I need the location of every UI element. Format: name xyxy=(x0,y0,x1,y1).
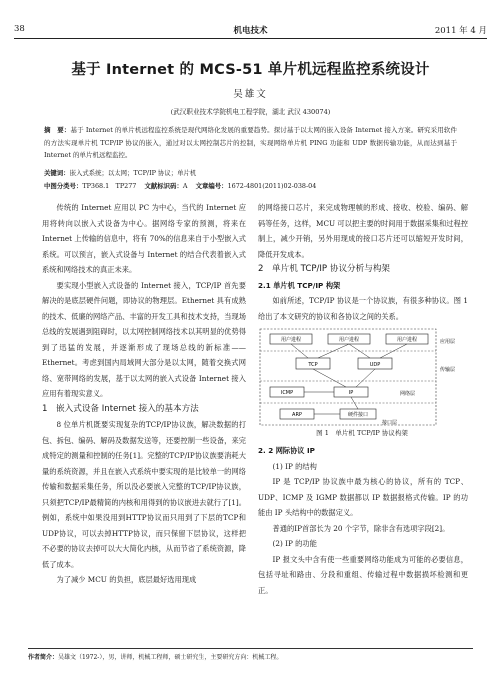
article-title: 基于 Internet 的 MCS-51 单片机远程监控系统设计 xyxy=(71,62,430,78)
layer-label: 应用层 xyxy=(440,339,456,345)
abstract-text: 基于 Internet 的单片机远程监控系统是现代网络化发展的重要趋势。探讨基于以太网的嵌入设备 Internet 接入方案。研究采用软件的方法实现单片机 TCP/IP 协议的嵌入，通过对以太网控制芯片的控制，实现网络单片机 PING 功能和 UDP 数据传输功能，从而达到基于 Internet 的单片机远程监控。 xyxy=(44,126,457,159)
right-column xyxy=(258,200,468,598)
journal-name: 机电技术 xyxy=(233,26,268,36)
user-process-label: 用户进程 xyxy=(280,337,302,343)
protocol-diagram xyxy=(256,327,468,427)
user-process-label: 用户进程 xyxy=(396,337,418,343)
classification-line xyxy=(44,181,457,190)
protocol-figure xyxy=(256,327,468,437)
keywords-label: 关键词： xyxy=(44,169,70,177)
clc-label: 中图分类号： xyxy=(44,182,83,190)
sub-subheading: (2) IP 的功能 xyxy=(272,539,317,548)
paragraph: 如前所述，TCP/IP 协议是一个协议族，有很多种协议。图 1 给出了本文研究的协议和各协议之间的关系。 xyxy=(258,296,468,321)
sub-subheading: (1) IP 的结构 xyxy=(272,461,317,471)
paragraph: 为了减少 MCU 的负担，底层最好选用现成 xyxy=(56,575,197,584)
footnote-label: 作者简介： xyxy=(28,654,59,661)
arp-label: ARP xyxy=(292,412,302,418)
running-header xyxy=(14,24,487,39)
issue-date: 2011 年 4 月 xyxy=(434,26,487,36)
paragraph: 传统的 Internet 应用以 PC 为中心，当代的 Internet 应用将转向以嵌入式设备为中心。据网络专家的预测，将来在 Internet 上传输的信息中，将有 70%的信息来自于小型嵌入式系统。可以预言，嵌入式设备与 Internet 的结合代表着嵌入式系统和网络技术的真正未来。 xyxy=(42,203,246,274)
udp-label: UDP xyxy=(369,362,381,368)
section-heading: 1 嵌入式设备 Internet 接入的基本方法 xyxy=(42,403,199,414)
author-footnote xyxy=(28,648,473,661)
icmp-label: ICMP xyxy=(280,390,294,396)
abstract xyxy=(44,124,457,162)
subsection-heading: 2.1 单片机 TCP/IP 构架 xyxy=(258,280,341,290)
page-number: 38 xyxy=(14,24,25,34)
left-column xyxy=(42,200,246,588)
paragraph: 普通的IP首部长为 20 个字节，除非含有选项字段[2]。 xyxy=(272,523,450,533)
author: 吴雄文 xyxy=(233,89,268,100)
layer-label: 网络层 xyxy=(400,391,416,397)
ip-label: IP xyxy=(348,390,354,396)
paragraph: IP 是 TCP/IP 协议族中最为核心的协议，所有的 TCP、UDP、ICMP 及 IGMP 数据都以 IP 数据报格式传输。IP 的功能由 IP 头结构中的数据定义。 xyxy=(258,477,468,517)
doc-code-label: 文献标识码： xyxy=(144,182,183,190)
figure-caption: 图 1 单片机 TCP/IP 协议构架 xyxy=(316,428,408,437)
paragraph: 要实现小型嵌入式设备的 Internet 接入，TCP/IP 首先要解决的是底层硬件问题，即协议的物理层。Ethernet 具有成熟的技术、低廉的网络产品、丰富的开发工具和技术支持，当现场总线的发展遇到阻碍时，以太网控制网络技术以其明显的优势得到了迅猛的发展，并逐渐形成了现场总线的新标准——Ethernet。考虑到国内局域网大部分是以太网，随着交换式网络、宽带网络的发展，基于以太网的嵌入式设备 Internet 接入应用有着现实意义。 xyxy=(42,280,246,398)
affiliation: (武汉职业技术学院机电工程学院，湖北 武汉 430074) xyxy=(170,108,331,116)
article-id: 1672-4801(2011)02-038-04 xyxy=(227,182,317,190)
section-heading: 2 单片机 TCP/IP 协议分析与构架 xyxy=(258,264,391,274)
article-id-label: 文章编号： xyxy=(195,182,228,190)
layer-label: 接口层 xyxy=(382,420,398,426)
layer-label: 传输层 xyxy=(440,367,456,373)
keywords xyxy=(44,168,457,177)
paragraph: 8 位单片机既要实现复杂的TCP/IP协议族，解决数据的打包、拆包、编码、解码及数据发送等，还要控制一些设备，来完成特定的测量和控制的任务[1]。完整的TCP/IP协议族要消耗大量的系统资源，并且在嵌入式系统中要实现的是比较单一的网络传输和数据采集任务，所以没必要嵌入完整的TCP/IP协议族，只须把TCP/IP最精简的内核和用得到的协议嵌进去就行了[1]。例如，系统中如果没用到HTTP协议而只用到了下层的TCP和UDP协议，可以去掉HTTP协议，而只保留下层协议，这样把不必要的协议去掉可以大大简化内核，从而节省了系统资源，降低了成本。 xyxy=(42,420,246,569)
connector-lines xyxy=(291,344,407,414)
user-process-label: 用户进程 xyxy=(338,337,360,343)
tcp-label: TCP xyxy=(308,362,318,368)
subsection-heading: 2. 2 网际协议 IP xyxy=(258,446,315,455)
paragraph: IP 报文头中含有使一些重要网络功能成为可能的必要信息，包括寻址和路由、分段和重组、传输过程中数据损坏检测和更正。 xyxy=(258,554,468,595)
doc-code: A xyxy=(182,182,188,190)
clc-code: TP368.1 TP277 xyxy=(82,182,137,190)
keywords-text: 嵌入式系统；以太网；TCP/IP 协议；单片机 xyxy=(69,169,197,177)
footnote-text: 吴雄文（1972-），男，讲师，机械工程师，硕士研究生，主要研究方向：机械工程。 xyxy=(58,654,283,661)
abstract-label: 摘 要： xyxy=(44,126,71,134)
hw-interface-label: 硬件接口 xyxy=(347,412,369,418)
paragraph: 的网络接口芯片，来完成物理帧的形成、接收、校验、编码、解码等任务，这样，MCU 可以把主要的时间用于数据采集和过程控制上，减少开销，另外用现成的接口芯片还可以缩短开发时间，降低开发成本。 xyxy=(258,203,468,259)
